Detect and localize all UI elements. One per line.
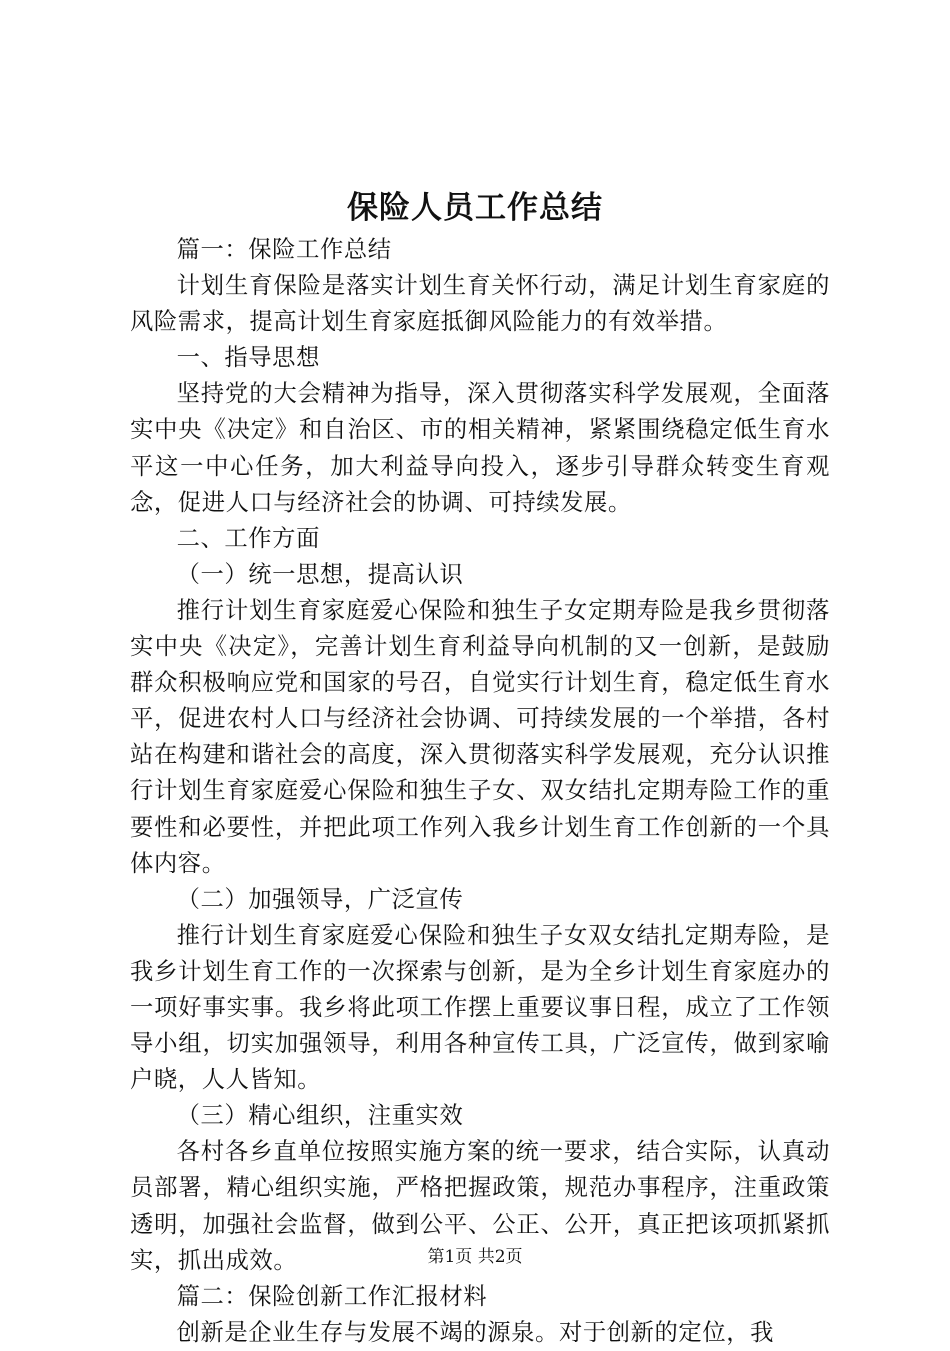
section-heading: 二、工作方面	[176, 524, 320, 552]
subsection-heading: （二）加强领导，广泛宣传	[176, 885, 464, 913]
document-title: 保险人员工作总结	[347, 190, 603, 226]
body-paragraph: 创新是企业生存与发展不竭的源泉。对于创新的定位，我	[176, 1318, 775, 1346]
body-paragraph: 计划生育保险是落实计划生育关怀行动，满足计划生育家庭的风险需求，提高计划生育家庭抵御风险能力的有效举措。	[130, 272, 830, 336]
section-heading: 篇一：保险工作总结	[176, 236, 392, 263]
body-paragraph: 各村各乡直单位按照实施方案的统一要求，结合实际，认真动员部署，精心组织实施，严格把握政策，规范办事程序，注重政策透明，加强社会监督，做到公平、公正、公开，真正把该项抓紧抓实，抓出成效。	[130, 1138, 830, 1274]
subsection-heading: （一）统一思想，提高认识	[176, 560, 464, 588]
subsection-heading: （三）精心组织，注重实效	[176, 1102, 464, 1130]
page-number-footer: 第1页 共2页	[427, 1247, 523, 1267]
body-paragraph: 推行计划生育家庭爱心保险和独生子女双女结扎定期寿险，是我乡计划生育工作的一次探索与创新，是为全乡计划生育家庭办的一项好事实事。我乡将此项工作摆上重要议事日程，成立了工作领导小组，切实加强领导，利用各种宣传工具，广泛宣传，做到家喻户晓，人人皆知。	[130, 921, 830, 1094]
section-heading: 篇二：保险创新工作汇报材料	[176, 1282, 488, 1310]
body-paragraph: 坚持党的大会精神为指导，深入贯彻落实科学发展观，全面落实中央《决定》和自治区、市的相关精神，紧紧围绕稳定低生育水平这一中心任务，加大利益导向投入，逐步引导群众转变生育观念，促进人口与经济社会的协调、可持续发展。	[130, 380, 830, 516]
body-paragraph: 推行计划生育家庭爱心保险和独生子女定期寿险是我乡贯彻落实中央《决定》，完善计划生育利益导向机制的又一创新，是鼓励群众积极响应党和国家的号召，自觉实行计划生育，稳定低生育水平，促进农村人口与经济社会协调、可持续发展的一个举措，各村站在构建和谐社会的高度，深入贯彻落实科学发展观，充分认识推行计划生育家庭爱心保险和独生子女、双女结扎定期寿险工作的重要性和必要性，并把此项工作列入我乡计划生育工作创新的一个具体内容。	[130, 596, 830, 877]
document-body	[130, 232, 830, 1351]
section-heading: 一、指导思想	[176, 344, 320, 372]
